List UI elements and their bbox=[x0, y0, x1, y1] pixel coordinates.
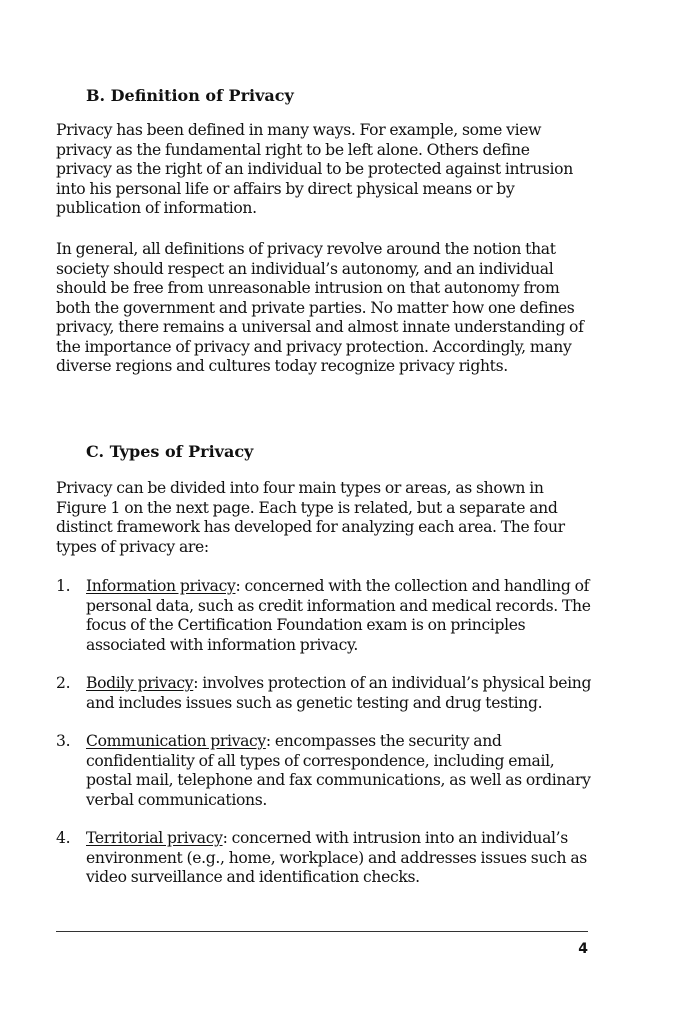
list-item bbox=[56, 829, 596, 888]
page-number: 4 bbox=[578, 941, 588, 957]
document-page bbox=[56, 0, 596, 1024]
list-item-text: : involves protection of an individual’s physical being and includes issues such as genetic testing and drug testing. bbox=[86, 674, 592, 712]
list-item-number: 2. bbox=[56, 674, 71, 692]
definition-paragraph-2: In general, all definitions of privacy revolve around the notion that society should respect an individual’s autonomy, and an individual should be free from unreasonable intrusion on that autonomy from both the government and private parties. No matter how one defines privacy, there remains a universal and almost innate understanding of the importance of privacy and privacy protection. Accordingly, many diverse regions and cultures today recognize privacy rights. bbox=[56, 240, 584, 375]
list-item-term: Bodily privacy bbox=[86, 674, 194, 692]
list-item-term: Territorial privacy bbox=[86, 829, 223, 847]
list-item-text: : encompasses the security and confidentiality of all types of correspondence, including email, postal mail, telephone and fax communications, as well as ordinary verbal communications. bbox=[86, 732, 591, 809]
privacy-types-list bbox=[56, 577, 596, 907]
list-item-number: 4. bbox=[56, 829, 71, 847]
list-item bbox=[56, 674, 596, 713]
list-item-term: Communication privacy bbox=[86, 732, 266, 750]
list-item bbox=[56, 577, 596, 655]
list-item-text: : concerned with intrusion into an individual’s environment (e.g., home, workplace) and addresses issues such as video surveillance and identification checks. bbox=[86, 829, 587, 886]
section-b-heading: B. Definition of Privacy bbox=[86, 86, 294, 105]
types-intro-paragraph: Privacy can be divided into four main types or areas, as shown in Figure 1 on the next page. Each type is related, but a separate and distinct framework has developed for analyzing each area. The four types of privacy are: bbox=[56, 479, 565, 556]
list-item-number: 1. bbox=[56, 577, 71, 595]
footer-divider bbox=[56, 931, 588, 932]
definition-paragraph-1: Privacy has been defined in many ways. For example, some view privacy as the fundamental right to be left alone. Others define privacy as the right of an individual to be protected against intrusion into his personal life or affairs by direct physical means or by publication of information. bbox=[56, 121, 573, 217]
section-c-heading: C. Types of Privacy bbox=[86, 442, 254, 461]
list-item-text: : concerned with the collection and handling of personal data, such as credit information and medical records. The focus of the Certification Foundation exam is on principles associated with information privacy. bbox=[86, 577, 591, 654]
list-item bbox=[56, 732, 596, 810]
list-item-term: Information privacy bbox=[86, 577, 236, 595]
list-item-number: 3. bbox=[56, 732, 71, 750]
